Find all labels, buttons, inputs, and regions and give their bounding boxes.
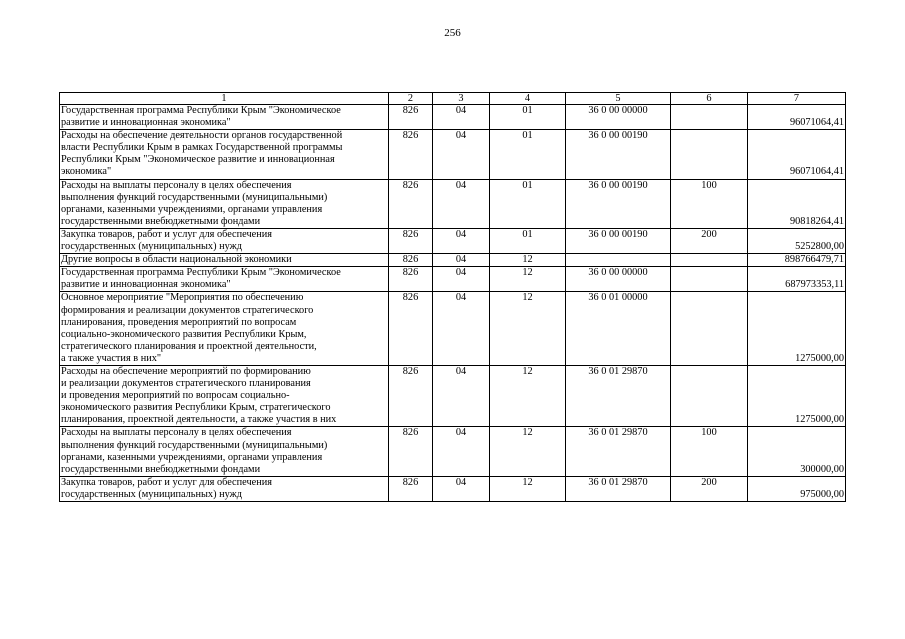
amount-cell: 5252800,00	[748, 228, 846, 253]
name-cell: Расходы на обеспечение деятельности органов государственной власти Республики Крым в рамках Государственной программы Республики Крым "Экономическое развитие и инновационная экономика"	[60, 130, 389, 179]
col6-cell	[671, 292, 748, 366]
col2-cell: 826	[389, 365, 433, 426]
name-cell: Основное мероприятие "Мероприятия по обеспечению формирования и реализации документов стратегического планирования, проведения мероприятий по вопросам социально-экономического развития Республики Крым, стратегического планирования и проектной деятельности, а также участия в них"	[60, 292, 389, 366]
table-row	[60, 105, 846, 130]
amount-cell: 300000,00	[748, 427, 846, 476]
table-row	[60, 130, 846, 179]
col2-cell: 826	[389, 292, 433, 366]
header-cell-5: 5	[566, 93, 671, 105]
col4-cell: 12	[490, 476, 566, 501]
col5-cell: 36 0 00 00000	[566, 267, 671, 292]
col4-cell: 01	[490, 228, 566, 253]
col6-cell	[671, 105, 748, 130]
col5-cell: 36 0 00 00190	[566, 179, 671, 228]
col6-cell: 100	[671, 179, 748, 228]
col5-cell: 36 0 00 00190	[566, 228, 671, 253]
col5-cell: 36 0 00 00190	[566, 130, 671, 179]
col6-cell	[671, 365, 748, 426]
table-row	[60, 427, 846, 476]
table-row	[60, 476, 846, 501]
name-cell: Государственная программа Республики Крым "Экономическое развитие и инновационная экономика"	[60, 105, 389, 130]
col3-cell: 04	[433, 179, 490, 228]
col2-cell: 826	[389, 267, 433, 292]
col5-cell	[566, 254, 671, 267]
table-row	[60, 365, 846, 426]
amount-cell: 1275000,00	[748, 365, 846, 426]
amount-cell: 90818264,41	[748, 179, 846, 228]
col4-cell: 01	[490, 130, 566, 179]
amount-cell: 687973353,11	[748, 267, 846, 292]
table-row	[60, 228, 846, 253]
name-cell: Расходы на обеспечение мероприятий по формированию и реализации документов стратегического планирования и проведения мероприятий по вопросам социально- экономического развития Республики Крым, стратегического планирования, проектной деятельности, а также участия в них	[60, 365, 389, 426]
header-cell-6: 6	[671, 93, 748, 105]
col2-cell: 826	[389, 105, 433, 130]
table-row	[60, 179, 846, 228]
col2-cell: 826	[389, 427, 433, 476]
col4-cell: 01	[490, 105, 566, 130]
col3-cell: 04	[433, 476, 490, 501]
col5-cell: 36 0 01 29870	[566, 427, 671, 476]
col2-cell: 826	[389, 179, 433, 228]
name-cell: Государственная программа Республики Крым "Экономическое развитие и инновационная экономика"	[60, 267, 389, 292]
col5-cell: 36 0 01 29870	[566, 476, 671, 501]
name-cell: Закупка товаров, работ и услуг для обеспечения государственных (муниципальных) нужд	[60, 228, 389, 253]
name-cell: Другие вопросы в области национальной экономики	[60, 254, 389, 267]
col5-cell: 36 0 01 00000	[566, 292, 671, 366]
amount-cell: 898766479,71	[748, 254, 846, 267]
col4-cell: 12	[490, 254, 566, 267]
col2-cell: 826	[389, 476, 433, 501]
col2-cell: 826	[389, 130, 433, 179]
name-cell: Расходы на выплаты персоналу в целях обеспечения выполнения функций государственными (муниципальными) органами, казенными учреждениями, органами управления государственными внебюджетными фондами	[60, 179, 389, 228]
header-cell-1: 1	[60, 93, 389, 105]
table-row	[60, 292, 846, 366]
col3-cell: 04	[433, 228, 490, 253]
col3-cell: 04	[433, 267, 490, 292]
page-number: 256	[444, 27, 461, 39]
col4-cell: 12	[490, 365, 566, 426]
col6-cell	[671, 267, 748, 292]
col3-cell: 04	[433, 254, 490, 267]
col4-cell: 01	[490, 179, 566, 228]
col5-cell: 36 0 00 00000	[566, 105, 671, 130]
name-cell: Закупка товаров, работ и услуг для обеспечения государственных (муниципальных) нужд	[60, 476, 389, 501]
col5-cell: 36 0 01 29870	[566, 365, 671, 426]
col2-cell: 826	[389, 228, 433, 253]
col3-cell: 04	[433, 365, 490, 426]
table-row	[60, 267, 846, 292]
col3-cell: 04	[433, 105, 490, 130]
col6-cell: 200	[671, 476, 748, 501]
header-cell-4: 4	[490, 93, 566, 105]
table-header-row	[60, 93, 846, 105]
budget-table	[59, 92, 846, 502]
table-body	[60, 93, 846, 502]
col4-cell: 12	[490, 292, 566, 366]
col6-cell: 200	[671, 228, 748, 253]
col3-cell: 04	[433, 427, 490, 476]
col6-cell	[671, 254, 748, 267]
col4-cell: 12	[490, 267, 566, 292]
amount-cell: 1275000,00	[748, 292, 846, 366]
table-row	[60, 254, 846, 267]
header-cell-2: 2	[389, 93, 433, 105]
col6-cell	[671, 130, 748, 179]
col2-cell: 826	[389, 254, 433, 267]
amount-cell: 975000,00	[748, 476, 846, 501]
col3-cell: 04	[433, 130, 490, 179]
name-cell: Расходы на выплаты персоналу в целях обеспечения выполнения функций государственными (муниципальными) органами, казенными учреждениями, органами управления государственными внебюджетными фондами	[60, 427, 389, 476]
col6-cell: 100	[671, 427, 748, 476]
header-cell-7: 7	[748, 93, 846, 105]
amount-cell: 96071064,41	[748, 105, 846, 130]
header-cell-3: 3	[433, 93, 490, 105]
col4-cell: 12	[490, 427, 566, 476]
amount-cell: 96071064,41	[748, 130, 846, 179]
col3-cell: 04	[433, 292, 490, 366]
